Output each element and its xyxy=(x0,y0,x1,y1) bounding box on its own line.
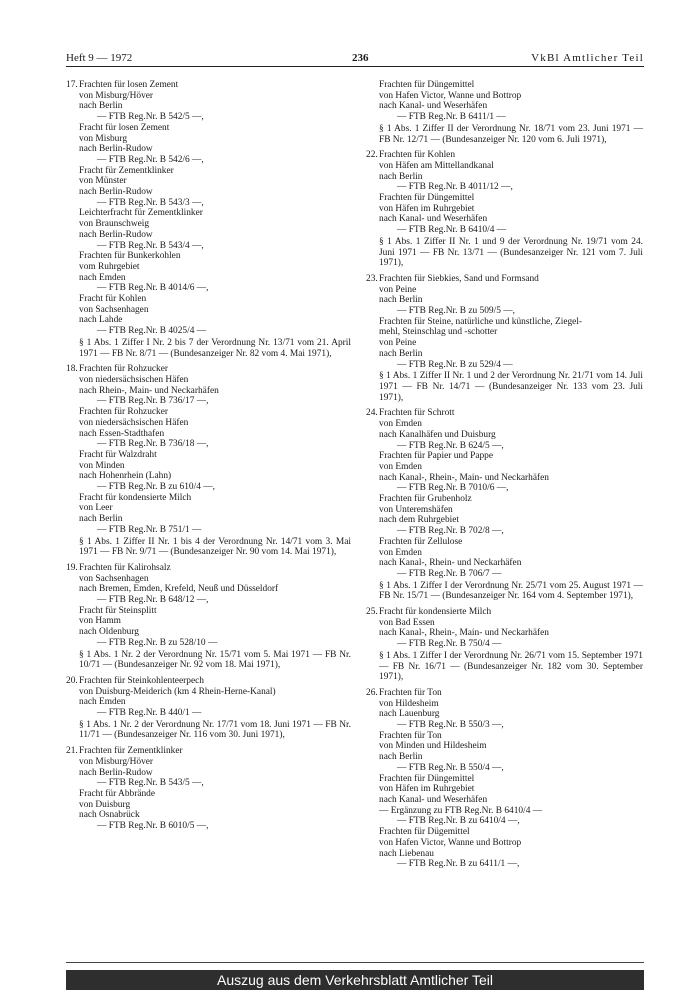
list-item-line: Frachten für Düngemittel xyxy=(379,193,475,204)
list-item-line: — FTB Reg.Nr. B 7010/6 —, xyxy=(397,483,509,494)
list-item xyxy=(366,150,643,269)
list-item-line: von Leer xyxy=(79,503,113,514)
list-item-line: nach Lauenburg xyxy=(379,709,440,720)
list-item-line: Frachten für Steine, natürliche und künstliche, Ziegel- xyxy=(379,316,583,327)
item-text: Frachten für Kohlen xyxy=(379,150,456,161)
list-item-line: Frachten für Ton xyxy=(379,730,442,741)
list-item-line: von Minden xyxy=(79,460,125,471)
list-item-line: Fracht für Walzdraht xyxy=(79,449,157,460)
list-item xyxy=(66,563,351,671)
legal-reference-note: § 1 Abs. 1 Ziffer II der Verordnung Nr. 18/71 vom 23. Juni 1971 — FB Nr. 12/71 — (Bundesanzeiger Nr. 120 vom 6. Juli 1971), xyxy=(379,123,643,145)
list-item-line: — FTB Reg.Nr. B 550/3 —, xyxy=(397,720,504,731)
list-item-line: — FTB Reg.Nr. B 543/5 —, xyxy=(97,778,204,789)
list-item-line: nach Kanal- und Weserhäfen xyxy=(379,214,488,225)
list-item-line: von Sachsenhagen xyxy=(79,573,149,584)
list-item-line: — FTB Reg.Nr. B 550/4 —, xyxy=(397,762,504,773)
list-item-line: — FTB Reg.Nr. B zu 528/10 — xyxy=(97,637,218,648)
list-item-line: von niedersächsischen Häfen xyxy=(79,374,189,385)
item-number: 21. xyxy=(66,746,78,757)
item-text: Frachten für Siebkies, Sand und Formsand xyxy=(379,273,539,284)
list-item-line: Fracht für Zementklinker xyxy=(79,165,174,176)
page-number: 236 xyxy=(352,52,369,64)
list-item-line: — FTB Reg.Nr. B 543/3 —, xyxy=(97,197,204,208)
list-item-line: nach Bremen, Emden, Krefeld, Neuß und Düsseldorf xyxy=(79,584,279,595)
footer-banner: Auszug aus dem Verkehrsblatt Amtlicher Teil xyxy=(66,970,644,990)
list-item-line: — FTB Reg.Nr. B 543/4 —, xyxy=(97,240,204,251)
item-number: 25. xyxy=(366,607,378,618)
list-item-line: von Unteremshäfen xyxy=(379,504,453,515)
list-item-line: nach Emden xyxy=(79,697,126,708)
list-item-line: nach Hohenrhein (Lahn) xyxy=(79,471,172,482)
list-item xyxy=(66,676,351,741)
list-item-line: von Hafen Victor, Wanne und Bottrop xyxy=(379,837,522,848)
list-item-line: nach Liebenau xyxy=(379,848,434,859)
list-item-line: von Emden xyxy=(379,547,422,558)
list-item-line: nach Kanal- und Weserhäfen xyxy=(379,795,488,805)
list-item-line: Frachten für Grubenholz xyxy=(379,494,472,505)
page-footer xyxy=(66,962,644,993)
list-item-line: Fracht für Kohlen xyxy=(79,294,147,305)
list-item-line: von Hildesheim xyxy=(379,698,439,709)
list-item-line: nach Osnabrück xyxy=(79,810,140,821)
list-item-line: nach Rhein-, Main- und Neckarhäfen xyxy=(79,385,219,396)
list-item-line: nach Berlin-Rudow xyxy=(79,144,153,155)
legal-reference-note: § 1 Abs. 1 Ziffer II Nr. 1 und 2 der Verordnung Nr. 21/71 vom 14. Juli 1971 — FB Nr. 14/71 — (Bundesanzeiger Nr. 133 vom 23. Juli 1971), xyxy=(379,371,643,403)
list-item-line: von Häfen am Mittellandkanal xyxy=(379,160,494,171)
list-item-line: Frachten für Papier und Pappe xyxy=(379,451,494,462)
list-item-line: von Duisburg-Meiderich (km 4 Rhein-Herne-Kanal) xyxy=(79,686,276,697)
list-item-line: von Misburg xyxy=(79,133,128,144)
list-item-line: Frachten für Dügemittel xyxy=(379,827,470,838)
item-text: Frachten für Ton xyxy=(379,687,442,698)
list-item-line: von Häfen im Ruhrgebiet xyxy=(379,203,475,214)
list-item-line: von Bad Essen xyxy=(379,617,435,628)
legal-reference-note: § 1 Abs. 1 Ziffer II Nr. 1 bis 4 der Verordnung Nr. 14/71 vom 3. Mai 1971 — FB Nr. 9/71 — (Bundesanzeiger Nr. 90 vom 14. Mai 1971), xyxy=(79,536,351,558)
legal-reference-note: § 1 Abs. 1 Ziffer II Nr. 1 und 9 der Verordnung Nr. 19/71 vom 24. Juni 1971 — FB Nr. 13/71 — (Bundesanzeiger Nr. 121 vom 7. Juli 1971), xyxy=(379,236,643,269)
list-item-line: nach Kanal-, Rhein-, Main- und Neckarhäfen xyxy=(379,472,549,483)
list-item-line: mehl, Steinschlag und -schotter xyxy=(379,327,498,338)
list-item-line: Fracht für losen Zement xyxy=(79,122,170,133)
list-item-line: Fracht für kondensierte Milch xyxy=(79,492,192,503)
list-item-line: von Hafen Victor, Wanne und Bottrop xyxy=(379,90,522,101)
list-item-line: nach Kanal- und Weserhäfen xyxy=(379,101,488,112)
list-item-line: nach Kanal-, Rhein- und Neckarhäfen xyxy=(379,558,522,569)
list-item-line: vom Ruhrgebiet xyxy=(79,261,140,272)
right-column xyxy=(366,80,643,875)
list-item-line xyxy=(366,150,643,161)
list-item-line: von Peine xyxy=(379,338,417,349)
list-item-line xyxy=(66,364,351,375)
list-item-line xyxy=(66,563,351,574)
list-item-line: Frachten für Bunkerkohlen xyxy=(79,251,181,262)
list-item-line: — FTB Reg.Nr. B zu 6410/4 —, xyxy=(397,816,520,827)
legal-reference-note: § 1 Abs. 1 Ziffer I der Verordnung Nr. 26/71 vom 15. September 1971 — FB Nr. 16/71 — (Bundesanzeiger Nr. 182 vom 30. September 1971), xyxy=(379,650,643,683)
item-number: 22. xyxy=(366,150,378,161)
list-item-line: von Emden xyxy=(379,419,422,430)
list-item-line: — FTB Reg.Nr. B 4014/6 —, xyxy=(97,283,209,294)
page-header xyxy=(66,50,644,67)
list-item-line: von Duisburg xyxy=(79,799,131,810)
list-item-line: nach Berlin xyxy=(379,348,423,359)
list-item-line: — Ergänzung zu FTB Reg.Nr. B 6410/4 — xyxy=(379,805,543,816)
list-item-line: von Sachsenhagen xyxy=(79,304,149,315)
list-item-line: — FTB Reg.Nr. B 624/5 —, xyxy=(397,440,504,451)
legal-reference-note: § 1 Abs. 1 Nr. 2 der Verordnung Nr. 17/71 vom 18. Juni 1971 — FB Nr. 11/71 — (Bundesanzeiger Nr. 116 vom 30. Juni 1971), xyxy=(79,719,351,741)
list-item-line: nach Berlin xyxy=(79,514,123,525)
list-item-line: von Braunschweig xyxy=(79,219,150,230)
list-item-line: von Häfen im Ruhrgebiet xyxy=(379,784,475,795)
list-item xyxy=(366,80,643,145)
list-item-line: — FTB Reg.Nr. B zu 610/4 —, xyxy=(97,482,215,493)
item-text: Fracht für kondensierte Milch xyxy=(379,607,492,618)
list-item-line: von Misburg/Höver xyxy=(79,756,154,767)
list-item-line: von Emden xyxy=(379,461,422,472)
list-item-line: Frachten für Rohzucker xyxy=(79,407,169,418)
item-number: 19. xyxy=(66,562,78,573)
legal-reference-note: § 1 Abs. 1 Ziffer I Nr. 2 bis 7 der Verordnung Nr. 13/71 vom 21. April 1971 — FB Nr. 8/71 — (Bundesanzeiger Nr. 82 vom 4. Mai 1971), xyxy=(79,337,351,359)
item-text: Frachten für Rohzucker xyxy=(79,364,169,375)
list-item-line: — FTB Reg.Nr. B zu 529/4 — xyxy=(397,359,513,370)
list-item-line: — FTB Reg.Nr. B 648/12 —, xyxy=(97,595,209,606)
item-number: 17. xyxy=(66,80,78,90)
list-item-line xyxy=(66,80,351,91)
list-item-line: — FTB Reg.Nr. B 4011/12 —, xyxy=(397,182,513,193)
item-number: 23. xyxy=(366,273,378,284)
list-item-line: — FTB Reg.Nr. B 751/1 — xyxy=(97,524,202,535)
list-item-line: nach Lahde xyxy=(79,315,123,326)
list-item-line: — FTB Reg.Nr. B 440/1 — xyxy=(97,708,202,719)
list-item-line: von Peine xyxy=(379,284,417,295)
list-item-line: nach Emden xyxy=(79,272,126,283)
item-text: Frachten für Kalirohsalz xyxy=(79,562,171,573)
issue-label: Heft 9 — 1972 xyxy=(66,52,133,64)
list-item-line: von Hamm xyxy=(79,616,121,627)
item-text: Frachten für Schrott xyxy=(379,408,455,419)
list-item-line xyxy=(66,676,351,687)
list-item-line: Fracht für Abbrände xyxy=(79,789,156,799)
item-text: Frachten für Zementklinker xyxy=(79,746,183,757)
item-number: 20. xyxy=(66,675,78,686)
list-item-line xyxy=(66,746,351,757)
item-text: Frachten für losen Zement xyxy=(79,80,179,90)
list-item-line: nach Berlin-Rudow xyxy=(79,229,153,240)
list-item xyxy=(366,688,643,870)
list-item-line: — FTB Reg.Nr. B 4025/4 — xyxy=(97,326,207,337)
list-item-line: — FTB Reg.Nr. B 706/7 — xyxy=(397,568,502,579)
list-item-line: nach Essen-Stadthafen xyxy=(79,428,165,439)
list-item-line: — FTB Reg.Nr. B 736/18 —, xyxy=(97,439,209,450)
list-item-line: Fracht für Steinsplitt xyxy=(79,605,157,616)
item-number: 24. xyxy=(366,408,378,419)
list-item-line: Frachten für Düngemittel xyxy=(379,80,475,90)
legal-reference-note: § 1 Abs. 1 Ziffer I der Verordnung Nr. 25/71 vom 25. August 1971 — FB Nr. 15/71 — (Bundesanzeiger Nr. 164 vom 4. September 1971), xyxy=(379,580,643,602)
list-item-line xyxy=(366,274,643,285)
legal-reference-note: § 1 Abs. 1 Nr. 2 der Verordnung Nr. 15/71 vom 5. Mai 1971 — FB Nr. 10/71 — (Bundesanzeiger Nr. 92 vom 18. Mai 1971), xyxy=(79,649,351,671)
list-item-line xyxy=(366,408,643,419)
list-item-line xyxy=(366,688,643,699)
list-item-line: nach Berlin-Rudow xyxy=(79,187,153,198)
list-item-line: von Misburg/Höver xyxy=(79,90,154,101)
list-item-line: — FTB Reg.Nr. B zu 6411/1 —, xyxy=(397,859,520,870)
list-item-line: nach Berlin-Rudow xyxy=(79,767,153,778)
list-item-line: — FTB Reg.Nr. B 542/5 —, xyxy=(97,112,204,123)
list-item-line: nach Berlin xyxy=(379,752,423,763)
list-item-line: — FTB Reg.Nr. B zu 509/5 —, xyxy=(397,306,515,317)
list-item xyxy=(366,607,643,683)
list-item-line: nach Berlin xyxy=(79,101,123,112)
list-item-line: Frachten für Zellulose xyxy=(379,536,463,547)
list-item xyxy=(66,80,351,359)
list-item-line: — FTB Reg.Nr. B 6410/4 — xyxy=(397,225,507,236)
list-item-line: nach dem Ruhrgebiet xyxy=(379,515,460,526)
list-item xyxy=(366,274,643,403)
list-item-line: nach Kanal-, Rhein-, Main- und Neckarhäfen xyxy=(379,628,549,639)
item-text: Frachten für Steinkohlenteerpech xyxy=(79,675,204,686)
list-item-line: — FTB Reg.Nr. B 750/4 — xyxy=(397,639,502,650)
list-item-line: nach Berlin xyxy=(379,295,423,306)
list-item-line: — FTB Reg.Nr. B 736/17 —, xyxy=(97,396,209,407)
list-item-line: — FTB Reg.Nr. B 542/6 —, xyxy=(97,154,204,165)
publication-title: VkBl Amtlicher Teil xyxy=(531,52,644,64)
list-item xyxy=(366,408,643,602)
list-item-line: — FTB Reg.Nr. B 6010/5 —, xyxy=(97,821,209,832)
list-item-line xyxy=(366,607,643,618)
list-item-line: von Minden und Hildesheim xyxy=(379,741,487,752)
list-item-line: Frachten für Düngemittel xyxy=(379,773,475,784)
list-item-line: — FTB Reg.Nr. B 6411/1 — xyxy=(397,112,506,123)
list-item-line: nach Berlin xyxy=(379,171,423,182)
list-item-line: von niedersächsischen Häfen xyxy=(79,417,189,428)
list-item-line: nach Oldenburg xyxy=(79,627,139,638)
list-item xyxy=(66,364,351,558)
item-number: 18. xyxy=(66,364,78,375)
item-number: 26. xyxy=(366,687,378,698)
list-item-line: nach Kanalhäfen und Duisburg xyxy=(379,429,496,440)
list-item-line: von Münster xyxy=(79,176,127,187)
list-item xyxy=(66,746,351,832)
left-column xyxy=(66,80,351,837)
list-item-line: — FTB Reg.Nr. B 702/8 —, xyxy=(397,526,504,537)
list-item-line: Leichterfracht für Zementklinker xyxy=(79,208,203,219)
